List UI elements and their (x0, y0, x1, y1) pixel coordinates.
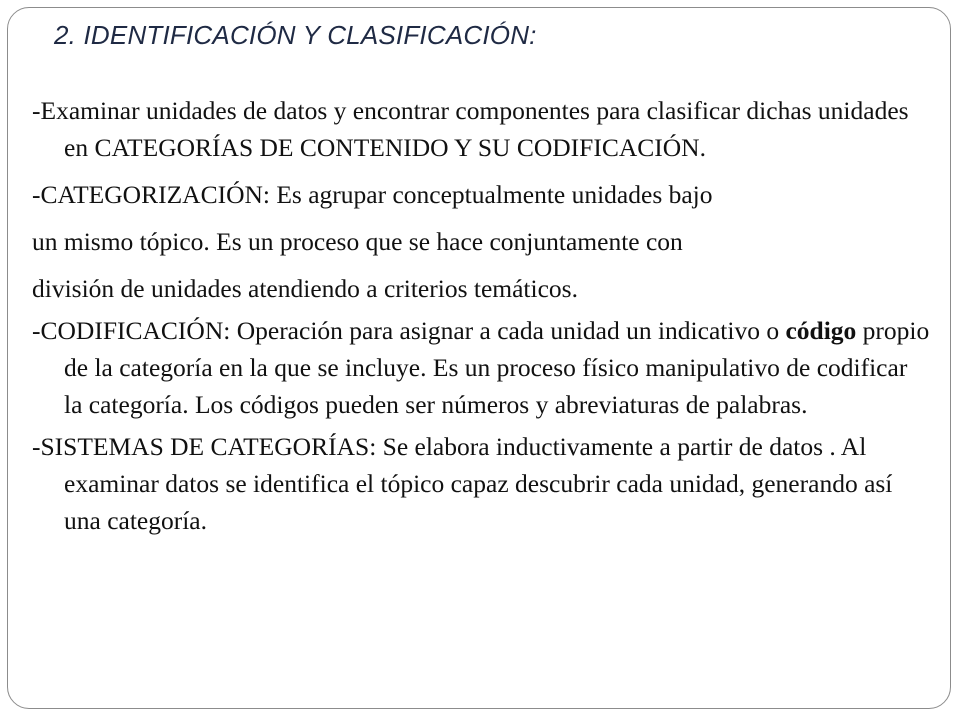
paragraph-sistemas-de-categorias: -SISTEMAS DE CATEGORÍAS: Se elabora inductivamente a partir de datos . Al examinar datos se identifica el tópico capaz descubrir cada unidad, generando así una categoría. (32, 432, 893, 535)
slide-body (32, 92, 932, 539)
codificacion-text-before: -CODIFICACIÓN: Operación para asignar a cada unidad un indicativo o (32, 316, 786, 345)
slide-title: 2. IDENTIFICACIÓN Y CLASIFICACIÓN: (54, 20, 537, 50)
paragraph-categorizacion-line-1: -CATEGORIZACIÓN: Es agrupar conceptualmente unidades bajo (32, 180, 713, 209)
paragraph-codificacion (32, 312, 932, 423)
codigo-emphasis: código (785, 316, 857, 345)
paragraph-examinar: -Examinar unidades de datos y encontrar componentes para clasificar dichas unidades en CATEGORÍAS DE CONTENIDO Y SU CODIFICACIÓN. (32, 96, 909, 162)
codificacion-text-after: propio de la categoría en la que se incluye. Es un proceso físico manipulativo de codificar la categoría. Los códigos pueden ser números y abreviaturas de palabras. (64, 316, 930, 419)
paragraph-categorizacion-line-2: un mismo tópico. Es un proceso que se hace conjuntamente con (32, 227, 683, 256)
paragraph-categorizacion-line-3: división de unidades atendiendo a criterios temáticos. (32, 274, 578, 303)
